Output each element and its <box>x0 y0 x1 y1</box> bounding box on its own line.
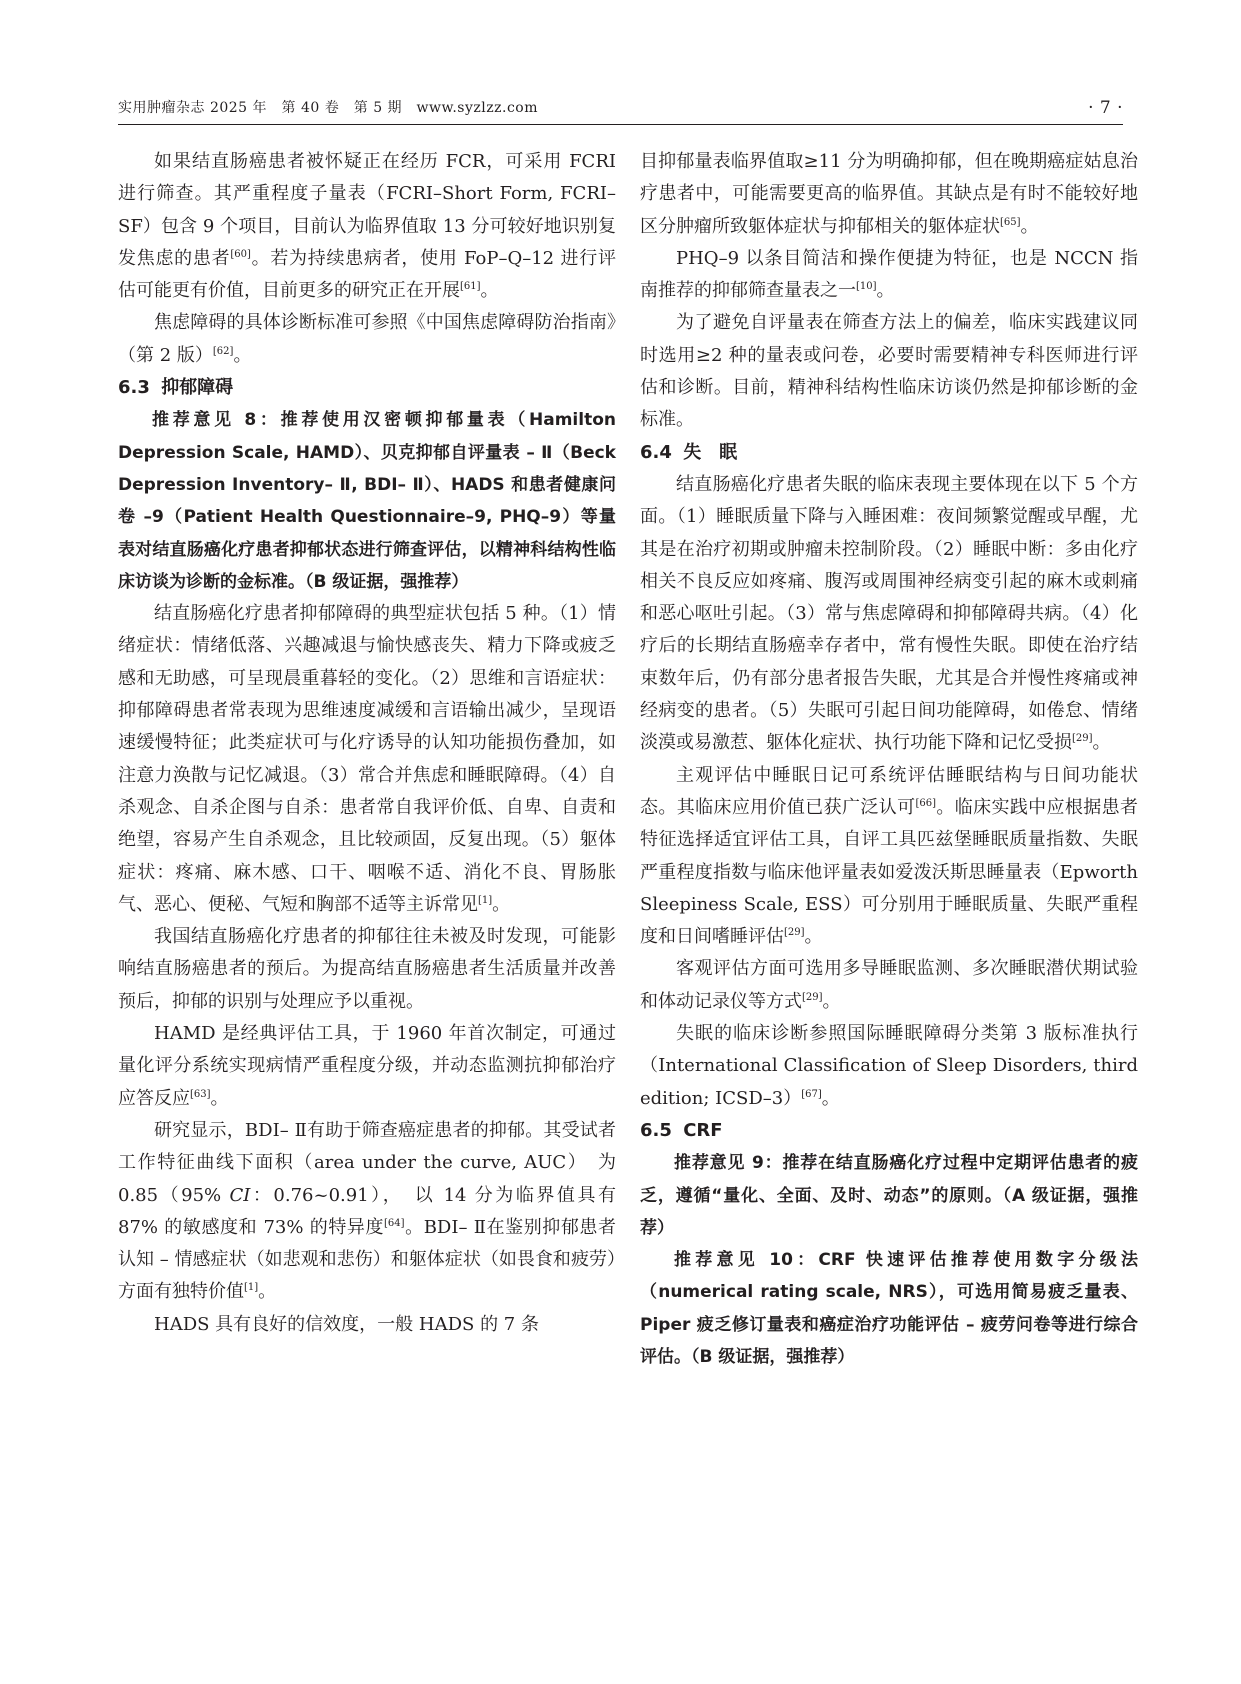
paragraph-objective-assessment: 客观评估方面可选用多导睡眠监测、多次睡眠潜伏期试验和体动记录仪等方式[29]。 <box>640 958 1138 1012</box>
paragraph-hamd: HAMD 是经典评估工具，于 1960 年首次制定，可通过量化评分系统实现病情严重程度分级，并动态监测抗抑郁治疗应答反应[63]。 <box>118 1023 616 1109</box>
paragraph-subjective-assessment: 主观评估中睡眠日记可系统评估睡眠结构与日间功能状态。其临床应用价值已获广泛认可[66]。临床实践中应根据患者特征选择适宜评估工具，自评工具匹兹堡睡眠质量指数、失眠严重程度指数与临床他评量表如爱泼沃斯思睡量表（Epworth Sleepiness Scale, ESS）可分别用于睡眠质量、失眠严重程度和日间嗜睡评估[29]。 <box>640 764 1139 948</box>
header-rule <box>118 124 1123 125</box>
paragraph-hads-continued: 目抑郁量表临界值取≥11 分为明确抑郁，但在晚期癌症姑息治疗患者中，可能需要更高的临界值。其缺点是有时不能较好地区分肿瘤所致躯体症状与抑郁相关的躯体症状[65]。 <box>640 151 1138 237</box>
paragraph-depression-recognition: 我国结直肠癌化疗患者的抑郁往往未被及时发现，可能影响结直肠癌患者的预后。为提高结直肠癌患者生活质量并改善预后，抑郁的识别与处理应予以重视。 <box>118 926 616 1012</box>
right-column <box>640 146 1138 1373</box>
section-heading-6-5: 6.5 CRF <box>640 1119 723 1141</box>
section-heading-6-4: 6.4 失 眠 <box>640 441 738 463</box>
paragraph-insomnia-symptoms: 结直肠癌化疗患者失眠的临床表现主要体现在以下 5 个方面。（1）睡眠质量下降与入睡困难：夜间频繁觉醒或早醒，尤其是在治疗初期或肿瘤未控制阶段。（2）睡眠中断：多由化疗相关不良反应如疼痛、腹泻或周围神经病变引起的麻木或刺痛和恶心呕吐引起。（3）常与焦虑障碍和抑郁障碍共病。（4）化疗后的长期结直肠癌幸存者中，常有慢性失眠。即使在治疗结束数年后，仍有部分患者报告失眠，尤其是合并慢性疼痛或神经病变的患者。（5）失眠可引起日间功能障碍，如倦怠、情绪淡漠或易激惹、躯体化症状、执行功能下降和记忆受损[29]。 <box>640 473 1138 754</box>
paragraph-scale-bias: 为了避免自评量表在筛查方法上的偏差，临床实践建议同时选用≥2 种的量表或问卷，必要时需要精神专科医师进行评估和诊断。目前，精神科结构性临床访谈仍然是抑郁诊断的金标准。 <box>640 312 1138 431</box>
paragraph-bdi: 研究显示，BDI– Ⅱ有助于筛查癌症患者的抑郁。其受试者工作特征曲线下面积（area under the curve, AUC） 为 0.85（95% CI：0.76~0.91）， 以 14 分为临界值具有 87% 的敏感度和 73% 的特异度[64]。BDI– Ⅱ在鉴别抑郁患者认知 – 情感症状（如悲观和悲伤）和躯体症状（如畏食和疲劳）方面有独特价值[1]。 <box>118 1119 616 1303</box>
paragraph-fcri: 如果结直肠癌患者被怀疑正在经历 FCR，可采用 FCRI 进行筛查。其严重程度子量表（FCRI–Short Form, FCRI–SF）包含 9 个项目，目前认为临界值取 13 分可较好地识别复发焦虑的患者[60]。若为持续患病者，使用 FoP–Q–12 进行评估可能更有价值，目前更多的研究正在开展[61]。 <box>118 151 616 302</box>
paragraph-hads: HADS 具有良好的信效度，一般 HADS 的 7 条 <box>154 1313 539 1335</box>
page-number: · 7 · <box>1088 98 1123 118</box>
running-header <box>118 96 1123 120</box>
left-column <box>118 146 616 1341</box>
paragraph-depression-symptoms: 结直肠癌化疗患者抑郁障碍的典型症状包括 5 种。（1）情绪症状：情绪低落、兴趣减退与愉快感丧失、精力下降或疲乏感和无助感，可呈现晨重暮轻的变化。（2）思维和言语症状：抑郁障碍患者常表现为思维速度减缓和言语输出减少，呈现语速缓慢特征；此类症状可与化疗诱导的认知功能损伤叠加，如注意力涣散与记忆减退。（3）常合并焦虑和睡眠障碍。（4）自杀观念、自杀企图与自杀：患者常自我评价低、自卑、自责和绝望，容易产生自杀观念，且比较顽固，反复出现。（5）躯体症状：疼痛、麻木感、口干、咽喉不适、消化不良、胃肠胀气、恶心、便秘、气短和胸部不适等主诉常见[1]。 <box>118 603 616 915</box>
paragraph-insomnia-diagnosis: 失眠的临床诊断参照国际睡眠障碍分类第 3 版标准执行（International Classification of Sleep Disorders, third edition; ICSD–3）[67]。 <box>640 1023 1138 1109</box>
journal-info: 实用肿瘤杂志 2025 年 第 40 卷 第 5 期 www.syzlzz.com <box>118 100 538 116</box>
section-heading-6-3: 6.3 抑郁障碍 <box>118 377 234 399</box>
paragraph-phq9: PHQ–9 以条目简洁和操作便捷为特征，也是 NCCN 指南推荐的抑郁筛查量表之一[10]。 <box>640 247 1138 302</box>
recommendation-8: 推荐意见 8：推荐使用汉密顿抑郁量表（Hamilton Depression Scale, HAMD）、贝克抑郁自评量表 – Ⅱ（Beck Depression Inventory– Ⅱ, BDI– Ⅱ）、HADS 和患者健康问卷 –9（Patient Health Questionnaire–9, PHQ–9）等量表对结直肠癌化疗患者抑郁状态进行筛查评估，以精神科结构性临床访谈为诊断的金标准。（B 级证据，强推荐） <box>118 410 616 592</box>
recommendation-9: 推荐意见 9：推荐在结直肠癌化疗过程中定期评估患者的疲乏，遵循“量化、全面、及时、动态”的原则。（A 级证据，强推荐） <box>640 1153 1138 1238</box>
recommendation-10: 推荐意见 10：CRF 快速评估推荐使用数字分级法（numerical rating scale, NRS），可选用简易疲乏量表、Piper 疲乏修订量表和癌症治疗功能评估 – 疲劳问卷等进行综合评估。（B 级证据，强推荐） <box>640 1250 1138 1367</box>
paragraph-anxiety-criteria: 焦虑障碍的具体诊断标准可参照《中国焦虑障碍防治指南》（第 2 版）[62]。 <box>118 312 616 366</box>
